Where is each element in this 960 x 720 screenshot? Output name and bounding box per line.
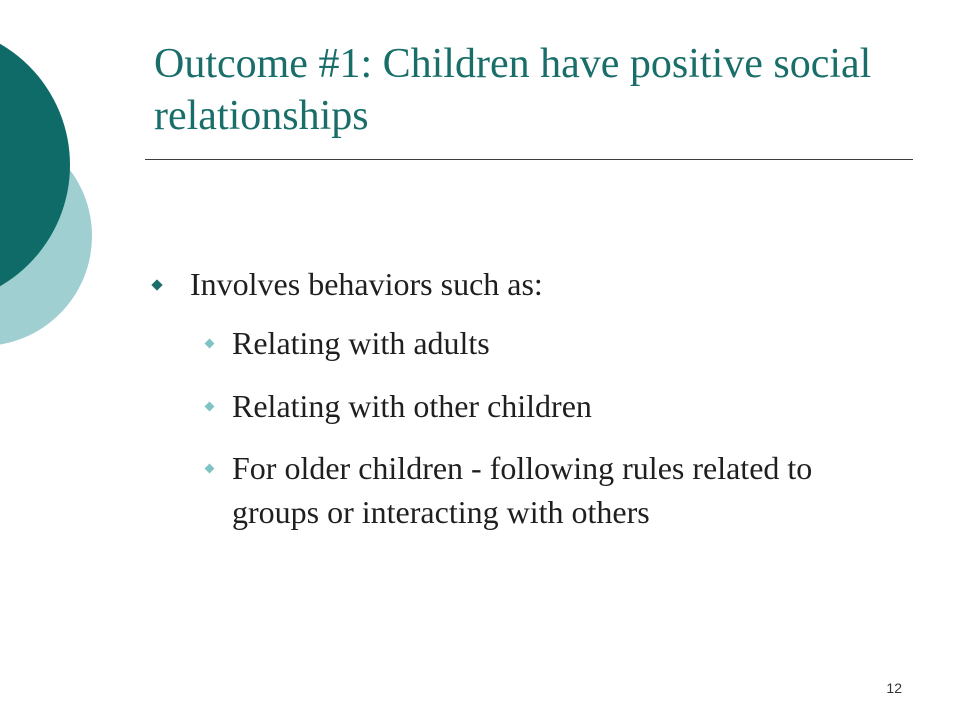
- slide-number: 12: [886, 680, 902, 696]
- slide-title: Outcome #1: Children have positive social relationships: [154, 41, 872, 139]
- diamond-bullet-icon: [205, 402, 215, 412]
- bullet-text: Relating with adults: [232, 325, 490, 361]
- bullet-text: Involves behaviors such as:: [190, 266, 543, 302]
- bullet-text: For older children - following rules related to groups or interacting with others: [232, 450, 813, 530]
- diamond-bullet-icon: [205, 464, 215, 474]
- decorative-circles: [0, 0, 120, 420]
- title-divider: [145, 159, 913, 160]
- diamond-bullet-icon: [205, 339, 215, 349]
- diamond-bullet-icon: [151, 279, 162, 290]
- bullet-text: Relating with other children: [232, 388, 592, 424]
